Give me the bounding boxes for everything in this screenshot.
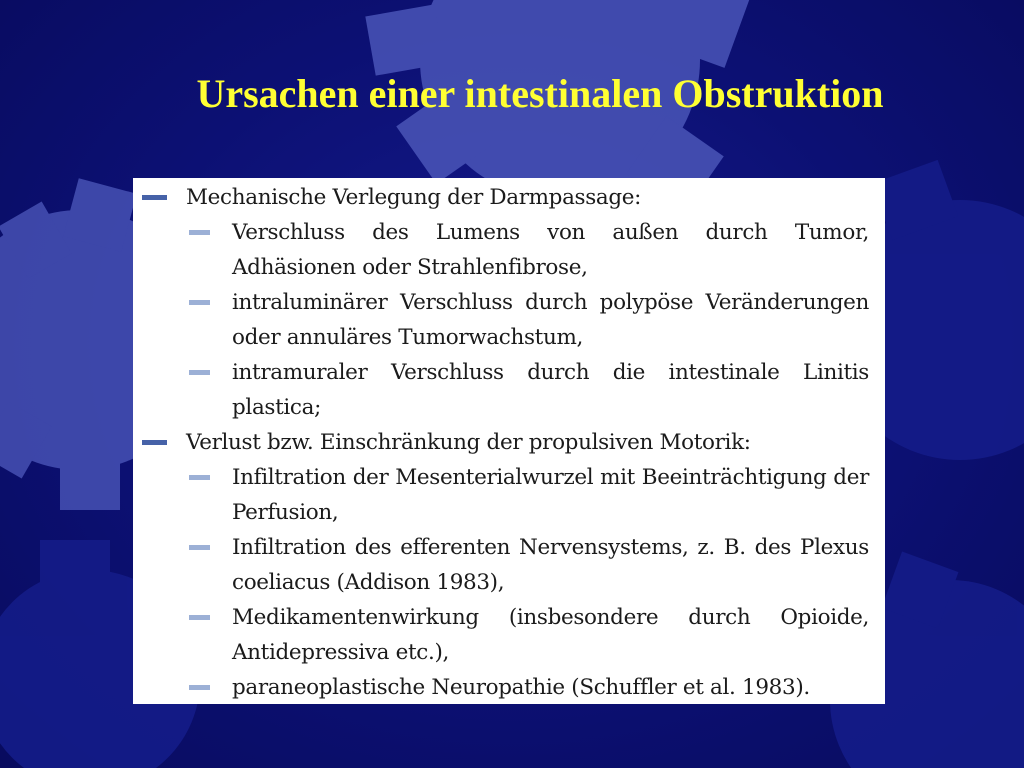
section-motility	[133, 425, 869, 460]
list-item	[133, 600, 869, 670]
list-item	[133, 215, 869, 285]
list-item-text: intraluminärer Verschluss durch polypöse Veränderungen oder annuläres Tumorwachstum,	[232, 290, 869, 350]
sub-bullet-dash-icon	[189, 615, 210, 620]
list-item-text: Infiltration des efferenten Nervensystems, z. B. des Plexus coeliacus (Addison 1983),	[232, 535, 869, 595]
content-panel	[133, 178, 885, 704]
list-item	[133, 285, 869, 355]
list-item-text: Verschluss des Lumens von außen durch Tumor, Adhäsionen oder Strahlenfibrose,	[232, 220, 869, 280]
sub-bullet-dash-icon	[189, 685, 210, 690]
sub-bullet-dash-icon	[189, 370, 210, 375]
list-item	[133, 355, 869, 425]
bullet-list	[133, 180, 869, 705]
list-item-text: Medikamentenwirkung (insbesondere durch Opioide, Antidepressiva etc.),	[232, 605, 869, 665]
section-mechanical	[133, 180, 869, 215]
list-item	[133, 460, 869, 530]
list-item-text: intramuraler Verschluss durch die intestinale Linitis plastica;	[232, 360, 869, 420]
bullet-dash-icon	[142, 195, 167, 200]
sub-bullet-dash-icon	[189, 300, 210, 305]
section-heading: Verlust bzw. Einschränkung der propulsiven Motorik:	[186, 430, 751, 455]
slide-title: Ursachen einer intestinalen Obstruktion	[196, 71, 884, 116]
list-item-text: Infiltration der Mesenterialwurzel mit Beeinträchtigung der Perfusion,	[232, 465, 869, 525]
list-item-text: paraneoplastische Neuropathie (Schuffler et al. 1983).	[232, 675, 810, 700]
list-item	[133, 670, 869, 705]
list-item	[133, 530, 869, 600]
sub-bullet-dash-icon	[189, 545, 210, 550]
bullet-dash-icon	[142, 440, 167, 445]
section-heading: Mechanische Verlegung der Darmpassage:	[186, 185, 642, 210]
sub-bullet-dash-icon	[189, 475, 210, 480]
sub-bullet-dash-icon	[189, 230, 210, 235]
